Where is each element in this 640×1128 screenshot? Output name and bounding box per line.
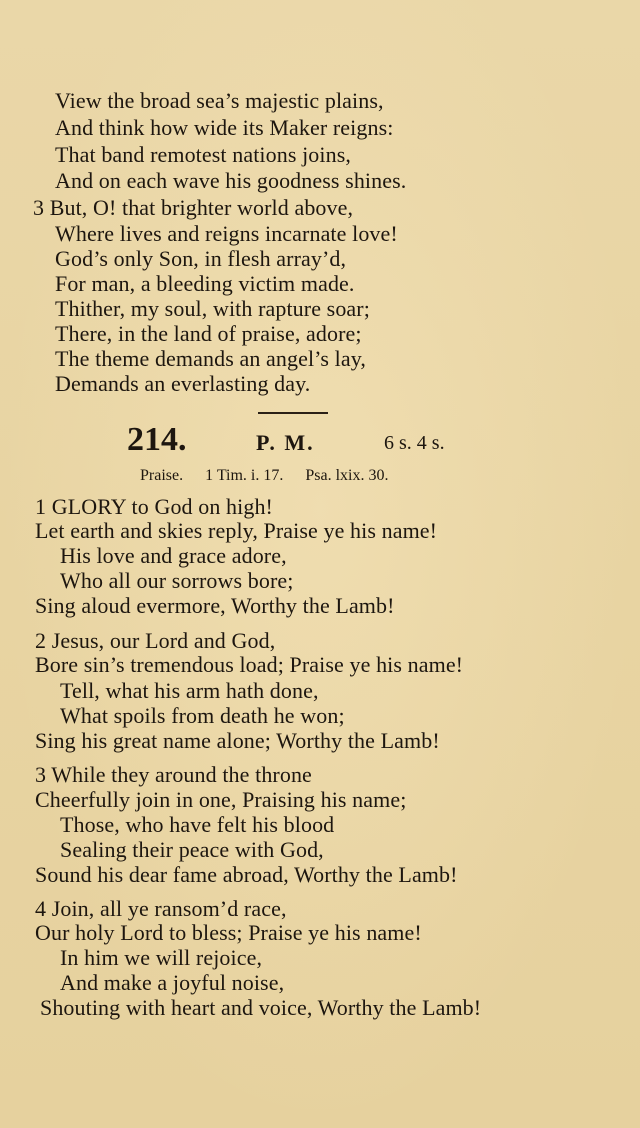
verse-line: Cheerfully join in one, Praising his name; [35,787,407,812]
verse-line: View the broad sea’s majestic plains, [55,88,384,113]
verse-line: Demands an everlasting day. [55,371,311,396]
hymn-meter-detail: 6 s. 4 s. [384,432,445,454]
scripture-ref: 1 Tim. i. 17. [205,467,284,484]
verse-line: And think how wide its Maker reigns: [55,115,394,140]
verse-line: And make a joyful noise, [60,970,285,995]
verse-line: In him we will rejoice, [60,945,263,970]
verse-line: What spoils from death he won; [60,703,345,728]
hymn-references [140,466,389,486]
verse-line: That band remotest nations joins, [55,142,351,167]
verse-line: Sing aloud evermore, Worthy the Lamb! [35,593,395,618]
hymn-subject: Praise. [140,467,184,484]
verse-line: 4 Join, all ye ransom’d race, [35,896,287,921]
verse-line: 3 But, O! that brighter world above, [33,195,354,220]
verse-line: Thither, my soul, with rapture soar; [55,296,370,321]
verse-line: Tell, what his arm hath done, [60,678,319,703]
hymn-meter: P. M. [256,430,315,455]
verse-line: There, in the land of praise, adore; [55,321,362,346]
verse-line: Bore sin’s tremendous load; Praise ye his name! [35,652,464,677]
verse-line: For man, a bleeding victim made. [55,271,355,296]
hymn-number: 214. [127,421,187,458]
verse-line: 1 GLORY to God on high! [35,494,273,519]
verse-line: Shouting with heart and voice, Worthy the Lamb! [40,995,482,1020]
section-divider [258,412,328,414]
verse-line: Where lives and reigns incarnate love! [55,221,398,246]
verse-line: Sealing their peace with God, [60,837,324,862]
verse-line: His love and grace adore, [60,543,287,568]
verse-line: 3 While they around the throne [35,762,312,787]
verse-line: And on each wave his goodness shines. [55,168,407,193]
verse-line: Let earth and skies reply, Praise ye his name! [35,518,438,543]
verse-line: Sing his great name alone; Worthy the Lamb! [35,728,440,753]
verse-line: Our holy Lord to bless; Praise ye his name! [35,920,422,945]
verse-line: Those, who have felt his blood [60,812,335,837]
verse-line: 2 Jesus, our Lord and God, [35,628,276,653]
verse-line: Who all our sorrows bore; [60,568,294,593]
verse-line: God’s only Son, in flesh array’d, [55,246,347,271]
verse-line: The theme demands an angel’s lay, [55,346,366,371]
scripture-ref: Psa. lxix. 30. [305,467,389,484]
verse-line: Sound his dear fame abroad, Worthy the Lamb! [35,862,458,887]
